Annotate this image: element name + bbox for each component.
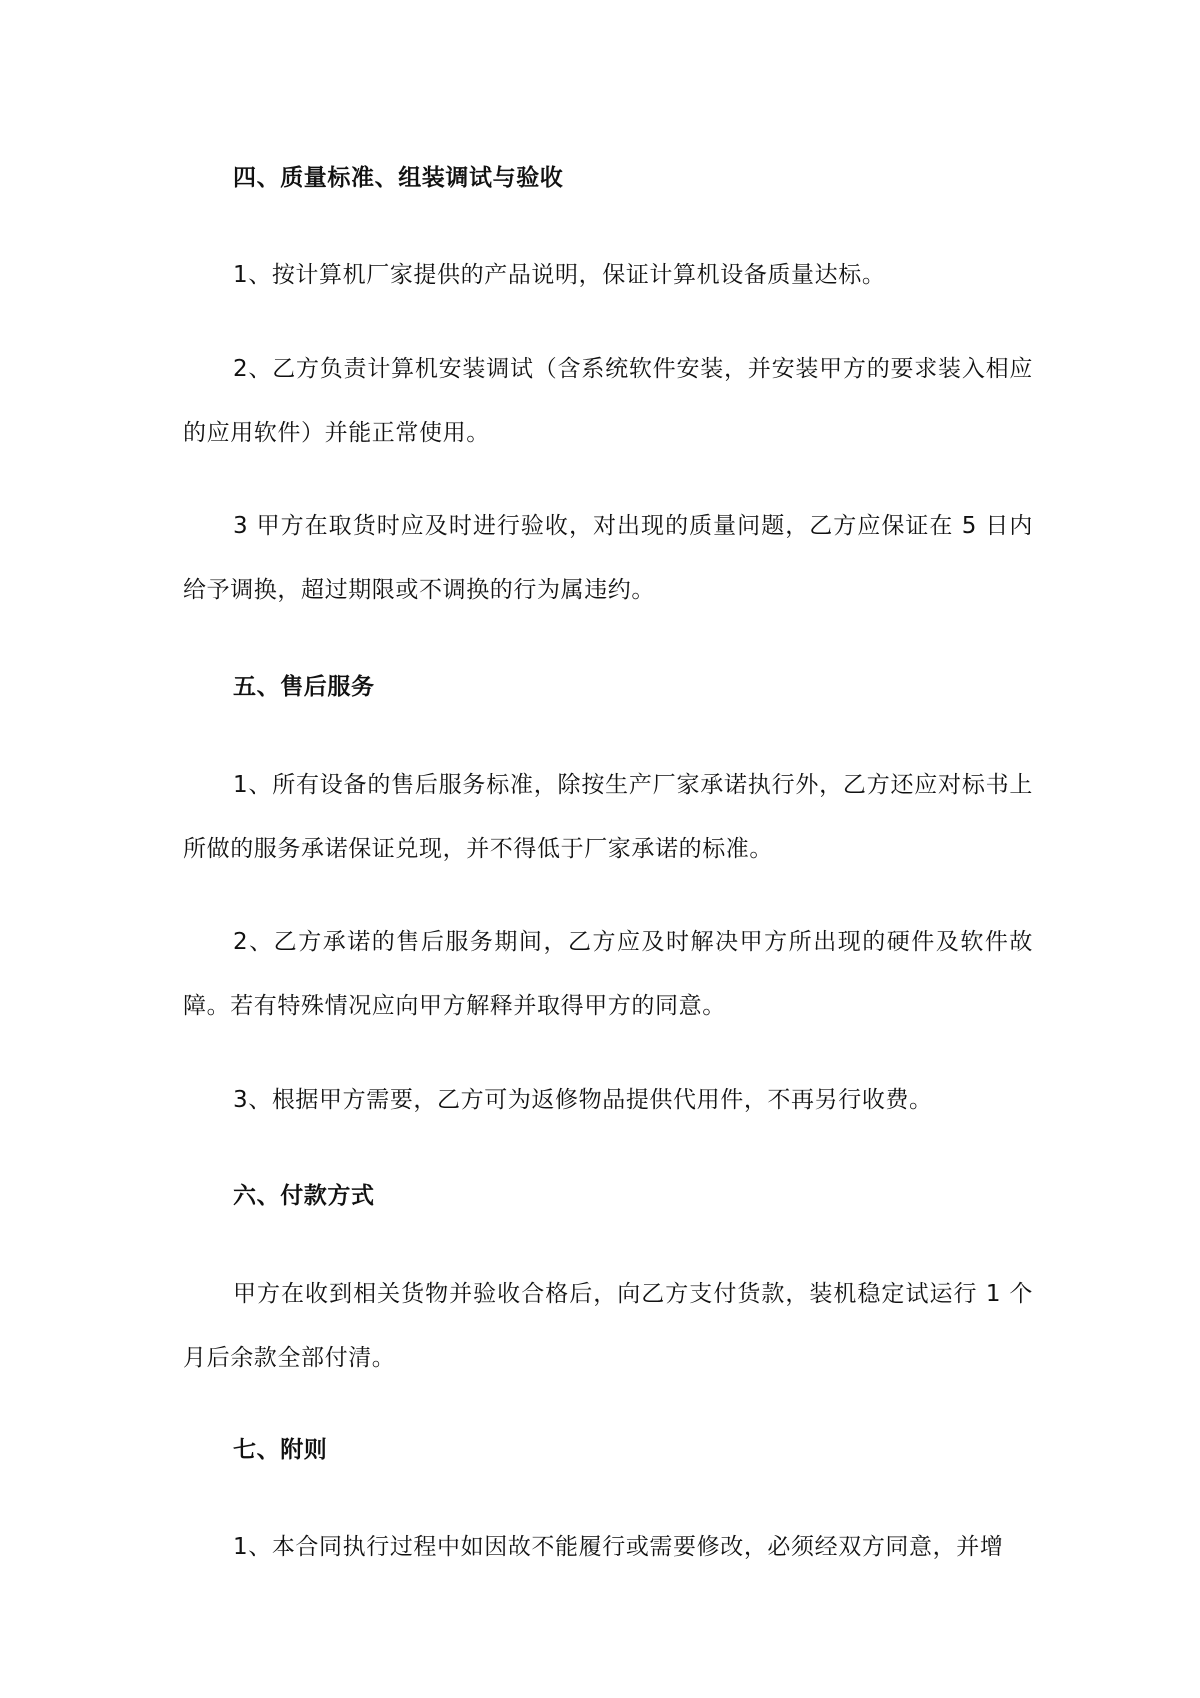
- paragraph-after-sales-2: 2、乙方承诺的售后服务期间，乙方应及时解决甲方所出现的硬件及软件故障。若有特殊情况应向甲方解释并取得甲方的同意。: [183, 929, 1033, 1019]
- paragraph-quality-2: 2、乙方负责计算机安装调试（含系统软件安装，并安装甲方的要求装入相应的应用软件）并能正常使用。: [183, 356, 1033, 446]
- paragraph-payment-1: 甲方在收到相关货物并验收合格后，向乙方支付货款，装机稳定试运行 1 个月后余款全部付清。: [183, 1281, 1033, 1371]
- section-heading-quality: 四、质量标准、组装调试与验收: [233, 165, 564, 191]
- paragraph-after-sales-1: 1、所有设备的售后服务标准，除按生产厂家承诺执行外，乙方还应对标书上所做的服务承诺保证兑现，并不得低于厂家承诺的标准。: [183, 772, 1033, 862]
- section-heading-appendix: 七、附则: [233, 1437, 328, 1463]
- paragraph-quality-3: 3 甲方在取货时应及时进行验收，对出现的质量问题，乙方应保证在 5 日内给予调换，超过期限或不调换的行为属违约。: [183, 513, 1033, 603]
- paragraph-appendix-1: 1、本合同执行过程中如因故不能履行或需要修改，必须经双方同意，并增: [233, 1534, 1004, 1560]
- paragraph-quality-1: 1、按计算机厂家提供的产品说明，保证计算机设备质量达标。: [233, 262, 886, 288]
- section-heading-payment: 六、付款方式: [233, 1183, 375, 1209]
- paragraph-after-sales-3: 3、根据甲方需要，乙方可为返修物品提供代用件，不再另行收费。: [233, 1087, 933, 1113]
- section-heading-after-sales: 五、售后服务: [233, 674, 375, 700]
